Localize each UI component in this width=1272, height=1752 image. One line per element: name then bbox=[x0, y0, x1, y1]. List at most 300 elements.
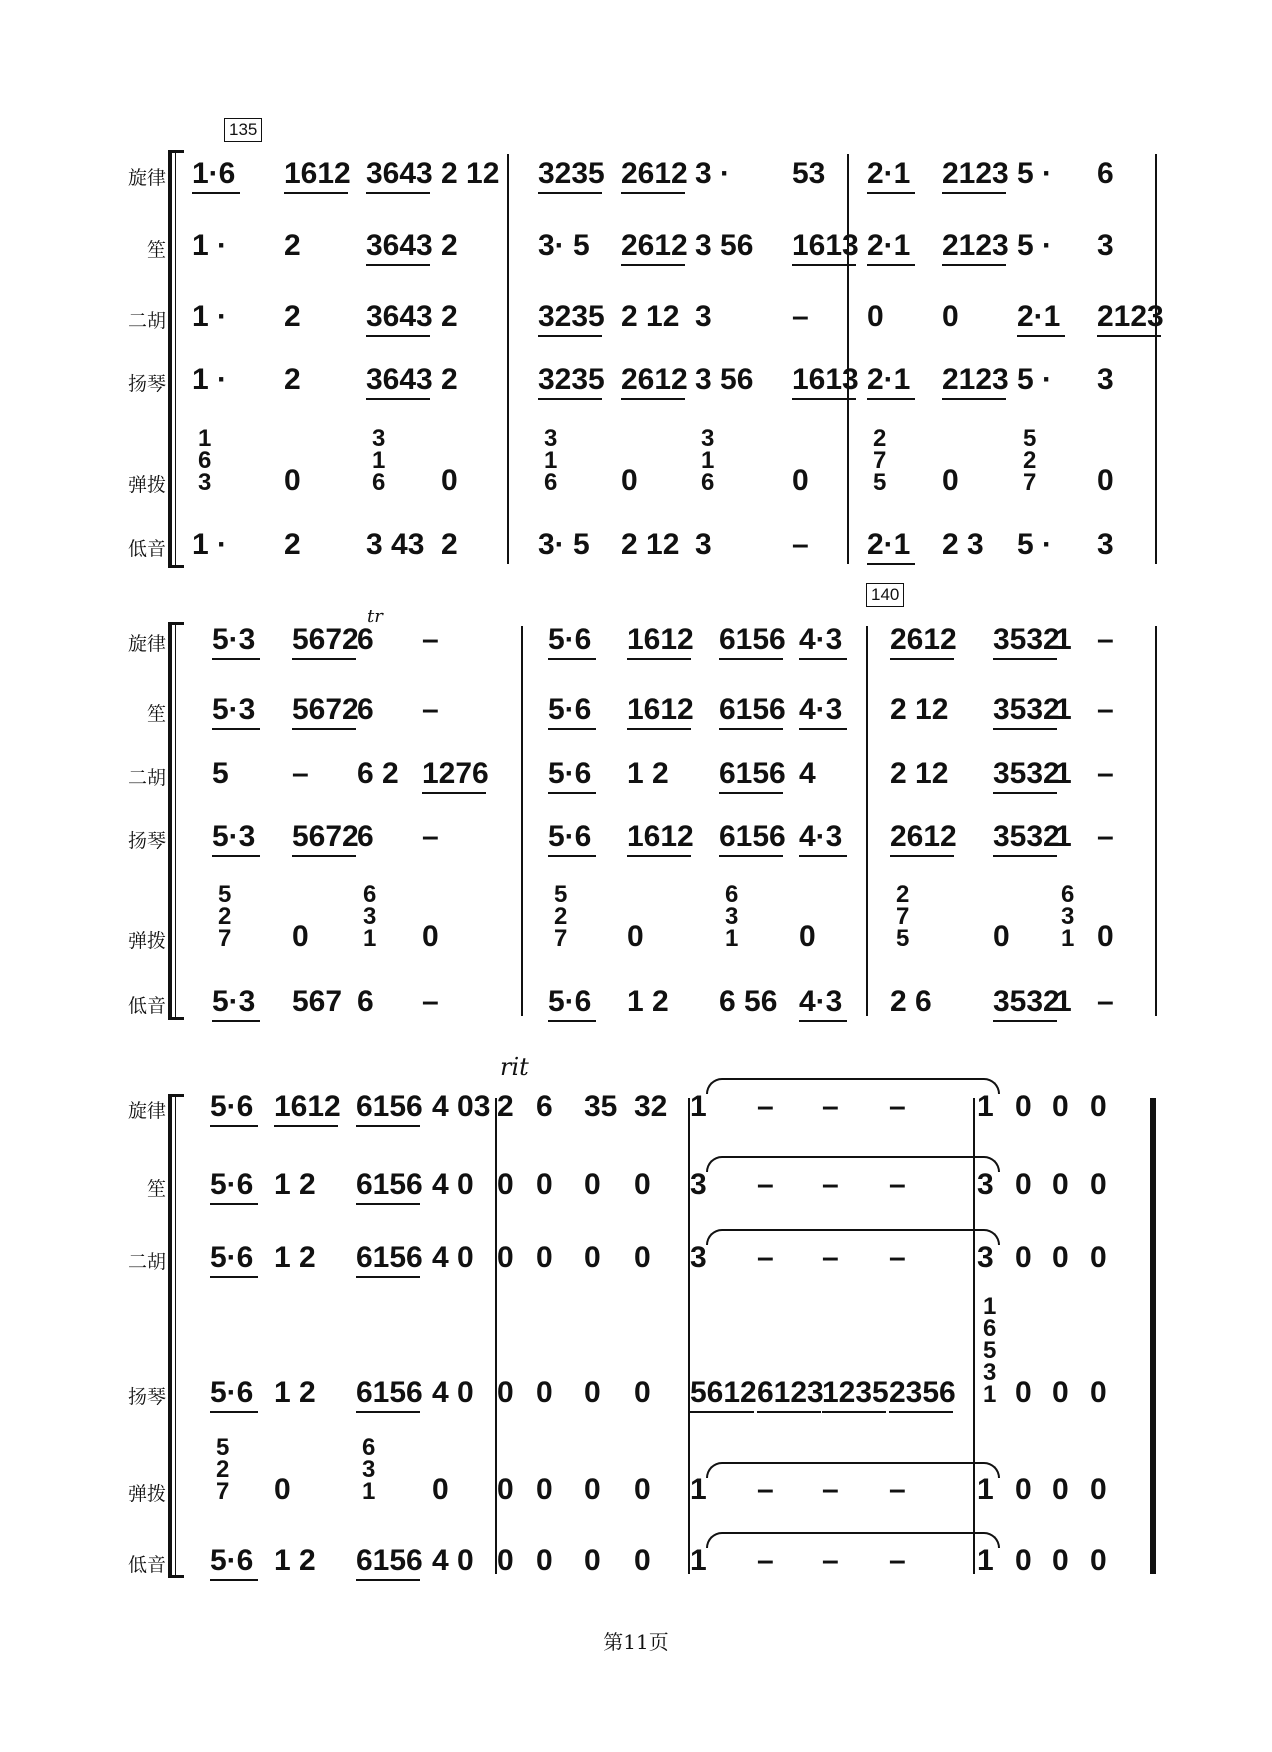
note-group: 1612 bbox=[284, 157, 351, 190]
note-group: 1612 bbox=[627, 693, 694, 726]
note-group: 5·6 bbox=[210, 1168, 254, 1201]
note-group: 3 43 bbox=[366, 528, 425, 561]
note-group: 3 bbox=[1097, 528, 1114, 561]
note-group: 2612 bbox=[890, 623, 957, 656]
beam-line bbox=[867, 264, 915, 266]
chord-note: 1 6 5 3 1 bbox=[983, 1293, 997, 1408]
note-group: 1 bbox=[1055, 623, 1072, 656]
note-group: 0 bbox=[1090, 1090, 1107, 1123]
bar-line bbox=[866, 626, 868, 1016]
note-group: 3643 bbox=[366, 300, 433, 333]
note-group: 0 bbox=[1015, 1544, 1032, 1577]
note-group: 0 bbox=[634, 1376, 651, 1409]
beam-line bbox=[792, 264, 856, 266]
beam-line bbox=[993, 728, 1057, 730]
note-group: 5·6 bbox=[210, 1090, 254, 1123]
instrument-label-yangqin: 扬琴 bbox=[127, 373, 166, 395]
note-group: – bbox=[757, 1473, 774, 1506]
note-group: 3532 bbox=[993, 985, 1060, 1018]
system-bracket bbox=[168, 622, 172, 1020]
note-group: 5·3 bbox=[212, 693, 256, 726]
instrument-label-tanbo: 弹拨 bbox=[127, 474, 166, 496]
note-group: 1612 bbox=[627, 623, 694, 656]
note-group: – bbox=[889, 1473, 906, 1506]
beam-line bbox=[822, 1411, 886, 1413]
note-group: 6156 bbox=[356, 1376, 423, 1409]
note-group: 1 2 bbox=[274, 1544, 316, 1577]
note-group: 0 bbox=[634, 1241, 651, 1274]
note-group: 2 bbox=[441, 300, 458, 333]
note-group: 4·3 bbox=[799, 693, 843, 726]
chord-note: 2 7 5 bbox=[896, 881, 910, 952]
note-group: 2 bbox=[284, 363, 301, 396]
beam-line bbox=[356, 1276, 420, 1278]
instrument-label-yangqin: 扬琴 bbox=[127, 830, 166, 852]
note-group: 2612 bbox=[621, 229, 688, 262]
note-group: 0 bbox=[1052, 1090, 1069, 1123]
chord-note: 6 3 1 bbox=[362, 1434, 376, 1505]
rehearsal-mark-135: 135 bbox=[224, 118, 262, 142]
note-group: 0 bbox=[584, 1168, 601, 1201]
note-group: 1 bbox=[1055, 820, 1072, 853]
system-bracket-thin bbox=[175, 622, 176, 1020]
note-group: 6 56 bbox=[719, 985, 778, 1018]
system-bracket-thin bbox=[175, 150, 176, 568]
note-group: 5·6 bbox=[548, 757, 592, 790]
note-group: 1 bbox=[1055, 757, 1072, 790]
tie-slur bbox=[706, 1462, 1000, 1478]
note-group: 2 bbox=[441, 229, 458, 262]
note-group: – bbox=[1097, 985, 1114, 1018]
note-group: 1 · bbox=[192, 229, 228, 262]
note-group: 1 2 bbox=[274, 1376, 316, 1409]
note-group: 6 bbox=[1097, 157, 1114, 190]
note-group: 2 bbox=[441, 363, 458, 396]
note-group: – bbox=[757, 1544, 774, 1577]
note-group: 3235 bbox=[538, 157, 605, 190]
final-bar-line bbox=[1150, 1098, 1156, 1574]
note-group: 0 bbox=[993, 920, 1010, 953]
note-group: 0 bbox=[497, 1376, 514, 1409]
beam-line bbox=[621, 264, 685, 266]
beam-line bbox=[942, 398, 1006, 400]
system-bracket bbox=[168, 1094, 172, 1578]
beam-line bbox=[292, 728, 356, 730]
note-group: 0 bbox=[1015, 1090, 1032, 1123]
beam-line bbox=[993, 855, 1057, 857]
bar-line bbox=[1155, 626, 1157, 1016]
bar-line bbox=[847, 154, 849, 564]
note-group: 4 0 bbox=[432, 1241, 474, 1274]
note-group: – bbox=[889, 1168, 906, 1201]
note-group: 0 bbox=[497, 1473, 514, 1506]
trill-mark: tr bbox=[367, 606, 383, 627]
note-group: 6 bbox=[357, 623, 374, 656]
note-group: – bbox=[292, 757, 309, 790]
note-group: 5·6 bbox=[548, 693, 592, 726]
beam-line bbox=[192, 192, 240, 194]
system-bracket-thin bbox=[175, 1094, 176, 1578]
note-group: 0 bbox=[867, 300, 884, 333]
note-group: 4 0 bbox=[432, 1168, 474, 1201]
note-group: 5·6 bbox=[210, 1544, 254, 1577]
note-group: 2612 bbox=[890, 820, 957, 853]
beam-line bbox=[356, 1203, 420, 1205]
note-group: 6156 bbox=[719, 820, 786, 853]
note-group: 2 bbox=[284, 300, 301, 333]
note-group: 1276 bbox=[422, 757, 489, 790]
note-group: – bbox=[757, 1241, 774, 1274]
tie-slur bbox=[706, 1156, 1000, 1172]
note-group: – bbox=[822, 1168, 839, 1201]
beam-line bbox=[210, 1203, 258, 1205]
system-bracket bbox=[168, 150, 172, 568]
beam-line bbox=[993, 658, 1057, 660]
note-group: 4·3 bbox=[799, 985, 843, 1018]
note-group: 2 6 bbox=[890, 985, 932, 1018]
chord-note: 2 7 5 bbox=[873, 425, 887, 496]
note-group: 1 bbox=[977, 1473, 994, 1506]
beam-line bbox=[548, 658, 596, 660]
note-group: 0 bbox=[634, 1544, 651, 1577]
note-group: 567 bbox=[292, 985, 343, 1018]
note-group: 1 2 bbox=[627, 985, 669, 1018]
beam-line bbox=[366, 398, 430, 400]
note-group: 0 bbox=[1097, 464, 1114, 497]
note-group: 0 bbox=[1052, 1241, 1069, 1274]
bracket-cap-bottom bbox=[168, 1017, 184, 1020]
note-group: 2 12 bbox=[890, 757, 949, 790]
note-group: 5672 bbox=[292, 693, 359, 726]
note-group: 35 bbox=[584, 1090, 618, 1123]
note-group: 2·1 bbox=[867, 157, 911, 190]
beam-line bbox=[867, 192, 915, 194]
beam-line bbox=[719, 855, 783, 857]
note-group: 4 03 bbox=[432, 1090, 491, 1123]
beam-line bbox=[799, 658, 847, 660]
beam-line bbox=[548, 792, 596, 794]
note-group: – bbox=[792, 300, 809, 333]
beam-line bbox=[867, 563, 915, 565]
beam-line bbox=[799, 855, 847, 857]
chord-note: 1 6 3 bbox=[198, 425, 212, 496]
note-group: 0 bbox=[634, 1473, 651, 1506]
note-group: 3 bbox=[1097, 229, 1114, 262]
note-group: 0 bbox=[497, 1241, 514, 1274]
note-group: 1 bbox=[977, 1544, 994, 1577]
note-group: 0 bbox=[799, 920, 816, 953]
note-group: 1612 bbox=[627, 820, 694, 853]
beam-line bbox=[799, 1020, 847, 1022]
note-group: – bbox=[422, 693, 439, 726]
beam-line bbox=[356, 1125, 420, 1127]
note-group: 2612 bbox=[621, 157, 688, 190]
note-group: 0 bbox=[1090, 1376, 1107, 1409]
beam-line bbox=[538, 398, 602, 400]
note-group: – bbox=[1097, 757, 1114, 790]
beam-line bbox=[621, 398, 685, 400]
beam-line bbox=[792, 398, 856, 400]
beam-line bbox=[548, 1020, 596, 1022]
note-group: 1 2 bbox=[274, 1241, 316, 1274]
note-group: 0 bbox=[1090, 1241, 1107, 1274]
note-group: 0 bbox=[1097, 920, 1114, 953]
beam-line bbox=[890, 658, 954, 660]
note-group: 0 bbox=[584, 1473, 601, 1506]
note-group: 5 · bbox=[1017, 157, 1053, 190]
instrument-label-bass: 低音 bbox=[127, 538, 166, 560]
note-group: 0 bbox=[284, 464, 301, 497]
note-group: 3532 bbox=[993, 623, 1060, 656]
tie-slur bbox=[706, 1229, 1000, 1245]
note-group: 0 bbox=[634, 1168, 651, 1201]
beam-line bbox=[210, 1579, 258, 1581]
note-group: 6123 bbox=[757, 1376, 824, 1409]
note-group: 1 · bbox=[192, 528, 228, 561]
note-group: 5·6 bbox=[548, 623, 592, 656]
note-group: 3643 bbox=[366, 363, 433, 396]
note-group: 0 bbox=[1015, 1168, 1032, 1201]
note-group: 2 12 bbox=[621, 300, 680, 333]
note-group: 6156 bbox=[356, 1090, 423, 1123]
note-group: 2 12 bbox=[621, 528, 680, 561]
instrument-label-bass: 低音 bbox=[127, 1554, 166, 1576]
note-group: 3 56 bbox=[695, 229, 754, 262]
note-group: 5672 bbox=[292, 820, 359, 853]
note-group: – bbox=[757, 1090, 774, 1123]
note-group: 6 2 bbox=[357, 757, 399, 790]
instrument-label-tanbo: 弹拨 bbox=[127, 930, 166, 952]
beam-line bbox=[210, 1125, 258, 1127]
note-group: 0 bbox=[536, 1376, 553, 1409]
bracket-cap-top bbox=[168, 622, 184, 625]
note-group: – bbox=[822, 1473, 839, 1506]
chord-note: 5 2 7 bbox=[554, 881, 568, 952]
chord-note: 5 2 7 bbox=[216, 1434, 230, 1505]
instrument-label-yangqin: 扬琴 bbox=[127, 1386, 166, 1408]
beam-line bbox=[889, 1411, 953, 1413]
note-group: 3532 bbox=[993, 820, 1060, 853]
note-group: – bbox=[889, 1241, 906, 1274]
note-group: 6156 bbox=[356, 1544, 423, 1577]
note-group: 2 12 bbox=[890, 693, 949, 726]
note-group: 5612 bbox=[690, 1376, 757, 1409]
beam-line bbox=[422, 792, 486, 794]
note-group: 0 bbox=[584, 1376, 601, 1409]
note-group: 4·3 bbox=[799, 820, 843, 853]
note-group: 0 bbox=[1015, 1241, 1032, 1274]
note-group: 3235 bbox=[538, 363, 605, 396]
note-group: 2 bbox=[284, 528, 301, 561]
note-group: 3· 5 bbox=[538, 229, 590, 262]
note-group: 3643 bbox=[366, 229, 433, 262]
note-group: 32 bbox=[634, 1090, 668, 1123]
note-group: 2123 bbox=[1097, 300, 1164, 333]
note-group: 2123 bbox=[942, 363, 1009, 396]
note-group: 0 bbox=[536, 1241, 553, 1274]
note-group: 1 bbox=[690, 1544, 707, 1577]
bracket-cap-top bbox=[168, 1094, 184, 1097]
rehearsal-mark-140: 140 bbox=[866, 583, 904, 607]
note-group: 1·6 bbox=[192, 157, 236, 190]
note-group: 1 · bbox=[192, 300, 228, 333]
instrument-label-sheng: 笙 bbox=[146, 703, 166, 725]
note-group: 0 bbox=[621, 464, 638, 497]
note-group: 3235 bbox=[538, 300, 605, 333]
note-group: 0 bbox=[497, 1544, 514, 1577]
note-group: – bbox=[889, 1544, 906, 1577]
note-group: 0 bbox=[497, 1168, 514, 1201]
note-group: 0 bbox=[942, 300, 959, 333]
beam-line bbox=[627, 855, 691, 857]
note-group: 5·3 bbox=[212, 985, 256, 1018]
chord-note: 6 3 1 bbox=[1061, 881, 1075, 952]
beam-line bbox=[356, 1579, 420, 1581]
chord-note: 5 2 7 bbox=[1023, 425, 1037, 496]
beam-line bbox=[690, 1411, 754, 1413]
beam-line bbox=[366, 192, 430, 194]
beam-line bbox=[627, 728, 691, 730]
note-group: 3 56 bbox=[695, 363, 754, 396]
beam-line bbox=[212, 728, 260, 730]
chord-note: 6 3 1 bbox=[363, 881, 377, 952]
instrument-label-tanbo: 弹拨 bbox=[127, 1483, 166, 1505]
note-group: 2 12 bbox=[441, 157, 500, 190]
beam-line bbox=[757, 1411, 821, 1413]
note-group: – bbox=[889, 1090, 906, 1123]
note-group: – bbox=[1097, 623, 1114, 656]
note-group: – bbox=[792, 528, 809, 561]
beam-line bbox=[538, 335, 602, 337]
beam-line bbox=[621, 192, 685, 194]
note-group: 2612 bbox=[621, 363, 688, 396]
note-group: 5672 bbox=[292, 623, 359, 656]
note-group: 53 bbox=[792, 157, 826, 190]
note-group: 6 bbox=[357, 820, 374, 853]
note-group: 1 2 bbox=[274, 1168, 316, 1201]
beam-line bbox=[942, 264, 1006, 266]
note-group: 5·6 bbox=[210, 1241, 254, 1274]
note-group: 0 bbox=[1090, 1544, 1107, 1577]
note-group: 0 bbox=[1015, 1473, 1032, 1506]
beam-line bbox=[867, 398, 915, 400]
beam-line bbox=[993, 1020, 1057, 1022]
tie-slur bbox=[706, 1532, 1000, 1548]
page-number: 第11页 bbox=[603, 1630, 669, 1654]
bar-line bbox=[1155, 154, 1157, 564]
note-group: 3 bbox=[1097, 363, 1114, 396]
beam-line bbox=[212, 658, 260, 660]
beam-line bbox=[799, 728, 847, 730]
note-group: 6 bbox=[357, 985, 374, 1018]
note-group: 0 bbox=[1090, 1168, 1107, 1201]
note-group: 6 bbox=[536, 1090, 553, 1123]
beam-line bbox=[1017, 335, 1065, 337]
note-group: 1612 bbox=[274, 1090, 341, 1123]
note-group: 0 bbox=[942, 464, 959, 497]
note-group: 6156 bbox=[719, 693, 786, 726]
beam-line bbox=[993, 792, 1057, 794]
beam-line bbox=[292, 658, 356, 660]
note-group: 0 bbox=[536, 1168, 553, 1201]
note-group: 1 · bbox=[192, 363, 228, 396]
note-group: 0 bbox=[627, 920, 644, 953]
note-group: 2·1 bbox=[1017, 300, 1061, 333]
note-group: 1613 bbox=[792, 229, 859, 262]
note-group: 2·1 bbox=[867, 528, 911, 561]
tempo-rit: rit bbox=[500, 1053, 529, 1081]
note-group: – bbox=[757, 1168, 774, 1201]
note-group: 5·3 bbox=[212, 623, 256, 656]
beam-line bbox=[292, 855, 356, 857]
note-group: 3 bbox=[690, 1241, 707, 1274]
note-group: 1 bbox=[690, 1473, 707, 1506]
beam-line bbox=[719, 792, 783, 794]
instrument-label-sheng: 笙 bbox=[146, 239, 166, 261]
note-group: 6156 bbox=[356, 1168, 423, 1201]
bracket-cap-bottom bbox=[168, 565, 184, 568]
note-group: – bbox=[1097, 820, 1114, 853]
note-group: 2 bbox=[497, 1090, 514, 1123]
note-group: 2·1 bbox=[867, 363, 911, 396]
note-group: 3 bbox=[690, 1168, 707, 1201]
note-group: 5 · bbox=[1017, 363, 1053, 396]
note-group: 0 bbox=[536, 1473, 553, 1506]
note-group: 0 bbox=[1052, 1168, 1069, 1201]
beam-line bbox=[548, 855, 596, 857]
note-group: 5 · bbox=[1017, 528, 1053, 561]
note-group: – bbox=[822, 1241, 839, 1274]
bracket-cap-top bbox=[168, 150, 184, 153]
chord-note: 6 3 1 bbox=[725, 881, 739, 952]
note-group: 3 bbox=[977, 1241, 994, 1274]
note-group: 5·6 bbox=[548, 985, 592, 1018]
instrument-label-melody: 旋律 bbox=[127, 167, 166, 189]
instrument-label-sheng: 笙 bbox=[146, 1178, 166, 1200]
instrument-label-bass: 低音 bbox=[127, 995, 166, 1017]
note-group: 2 3 bbox=[942, 528, 984, 561]
note-group: – bbox=[822, 1544, 839, 1577]
note-group: 1235 bbox=[822, 1376, 889, 1409]
note-group: 1613 bbox=[792, 363, 859, 396]
instrument-label-melody: 旋律 bbox=[127, 633, 166, 655]
note-group: 0 bbox=[432, 1473, 449, 1506]
note-group: 3532 bbox=[993, 757, 1060, 790]
note-group: 1 bbox=[1055, 985, 1072, 1018]
beam-line bbox=[627, 658, 691, 660]
note-group: 1 bbox=[977, 1090, 994, 1123]
bracket-cap-bottom bbox=[168, 1575, 184, 1578]
note-group: – bbox=[422, 985, 439, 1018]
note-group: 0 bbox=[1052, 1544, 1069, 1577]
note-group: 4 0 bbox=[432, 1376, 474, 1409]
note-group: 2·1 bbox=[867, 229, 911, 262]
note-group: – bbox=[1097, 693, 1114, 726]
note-group: 0 bbox=[1090, 1473, 1107, 1506]
note-group: – bbox=[422, 623, 439, 656]
instrument-label-erhu: 二胡 bbox=[127, 310, 166, 332]
bar-line bbox=[507, 154, 509, 564]
note-group: 1 bbox=[1055, 693, 1072, 726]
note-group: 0 bbox=[584, 1241, 601, 1274]
beam-line bbox=[538, 192, 602, 194]
beam-line bbox=[719, 728, 783, 730]
chord-note: 3 1 6 bbox=[372, 425, 386, 496]
note-group: 3· 5 bbox=[538, 528, 590, 561]
note-group: 3 bbox=[695, 528, 712, 561]
note-group: 0 bbox=[422, 920, 439, 953]
note-group: 2 bbox=[284, 229, 301, 262]
